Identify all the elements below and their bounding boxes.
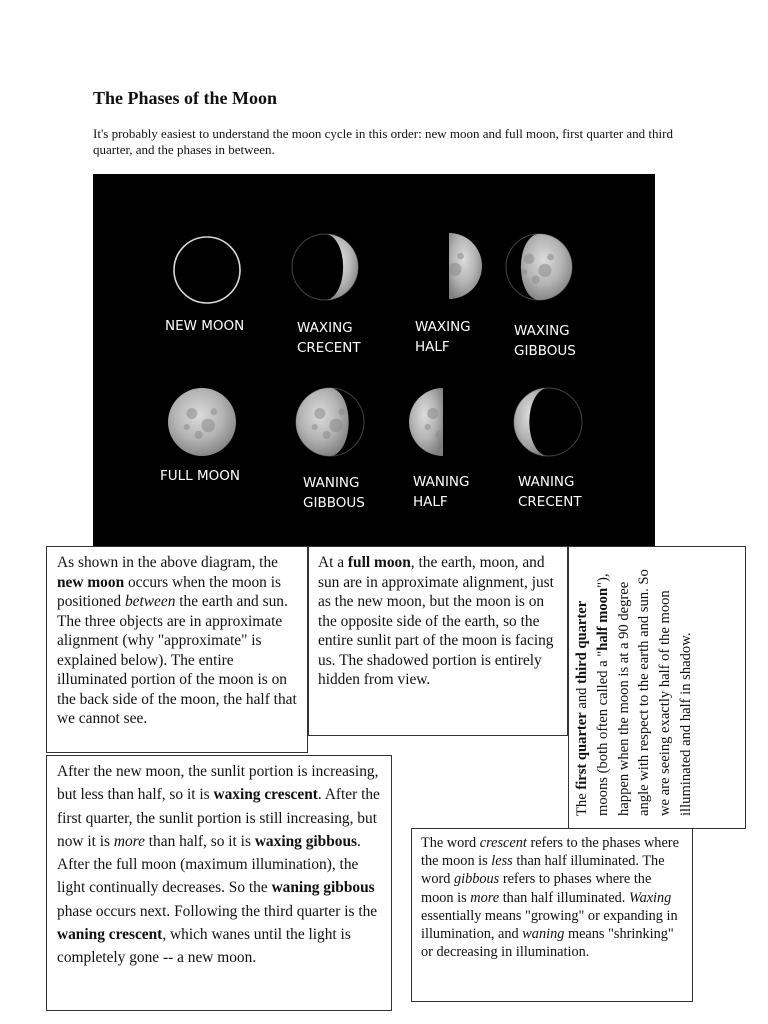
moon-lit-disc bbox=[168, 388, 236, 456]
moon-label-line1: WAXING bbox=[514, 323, 570, 339]
new-moon-explanation-box bbox=[46, 546, 308, 753]
moon-lit-portion bbox=[409, 388, 443, 456]
moon-label-line2: GIBBOUS bbox=[303, 495, 365, 511]
moon-label-line2: HALF bbox=[415, 339, 450, 355]
phase-sequence-box bbox=[46, 755, 392, 1011]
moon-label-line1: FULL MOON bbox=[160, 468, 240, 484]
moon-lit-portion bbox=[514, 388, 548, 456]
moon-new bbox=[165, 237, 244, 334]
moon-label-line2: HALF bbox=[413, 494, 448, 510]
moon-waxing-half bbox=[415, 233, 482, 355]
full-moon-explanation-box bbox=[308, 546, 568, 736]
new-moon-explanation: As shown in the above diagram, the new moon occurs when the moon is positioned between the earth and sun. The three objects are in approximate alignment (why "approximate" is explained below). The entire illuminated portion of the moon is on the back side of the moon, the half that we cannot see. bbox=[57, 554, 297, 727]
moon-craters bbox=[530, 408, 564, 439]
intro-paragraph: It's probably easiest to understand the moon cycle in this order: new moon and full moon, first quarter and third quarter, and the phases in between. bbox=[93, 126, 673, 157]
moon-label-line1: WAXING bbox=[297, 320, 353, 336]
page-title: The Phases of the Moon bbox=[93, 88, 277, 108]
moons-layer bbox=[160, 233, 582, 511]
moon-label-line1: NEW MOON bbox=[165, 318, 245, 334]
moon-label-line2: CRECENT bbox=[518, 494, 582, 510]
moon-full bbox=[160, 388, 240, 484]
moon-waning-gibbous bbox=[296, 388, 365, 511]
quarter-moon-explanation: The first quarter and third quarter moons (both often called a "half moon"), happen when the moon is at a 90 degree angle with respect to the earth and sun. So we are seeing exactly half of the moon illuminated and half in shadow. bbox=[574, 569, 694, 816]
terminology-box bbox=[411, 828, 693, 1002]
quarter-moon-explanation-box bbox=[568, 546, 746, 829]
phase-sequence-explanation: After the new moon, the sunlit portion is increasing, but less than half, so it is waxing crescent. After the first quarter, the sunlit portion is still increasing, but now it is more than half, so it is waxing gibbous. After the full moon (maximum illumination), the light continually decreases. So the waning gibbous phase occurs next. Following the third quarter is the waning crescent, which wanes until the light is completely gone -- a new moon. bbox=[57, 763, 380, 967]
moon-waning-crescent bbox=[514, 388, 582, 510]
moon-label-line1: WANING bbox=[413, 474, 470, 490]
moon-craters bbox=[307, 253, 340, 283]
moon-phases-svg bbox=[93, 174, 655, 548]
moon-phases-diagram bbox=[93, 174, 655, 548]
moon-waxing-crescent bbox=[292, 234, 361, 356]
moon-waning-half bbox=[409, 388, 470, 510]
full-moon-explanation: At a full moon, the earth, moon, and sun are in approximate alignment, just as the new moon, but the moon is on the opposite side of the earth, so the entire sunlit part of the moon is facing us. The shadowed portion is entirely hidden from view. bbox=[318, 554, 554, 688]
new-moon-outline bbox=[174, 237, 240, 303]
moon-label-line2: CRECENT bbox=[297, 340, 361, 356]
moon-label-line1: WANING bbox=[303, 475, 360, 491]
moon-waxing-gibbous bbox=[506, 234, 576, 359]
moon-label-line2: GIBBOUS bbox=[514, 343, 576, 359]
terminology-explanation: The word crescent refers to the phases where the moon is less than half illuminated. The word gibbous refers to phases where the moon is more than half illuminated. Waxing essentially means "growing" or expanding in illumination, and waning means "shrinking" or decreasing in illumination. bbox=[421, 835, 679, 961]
moon-label-line1: WANING bbox=[518, 474, 575, 490]
moon-label-line1: WAXING bbox=[415, 319, 471, 335]
moon-lit-portion bbox=[325, 234, 358, 300]
